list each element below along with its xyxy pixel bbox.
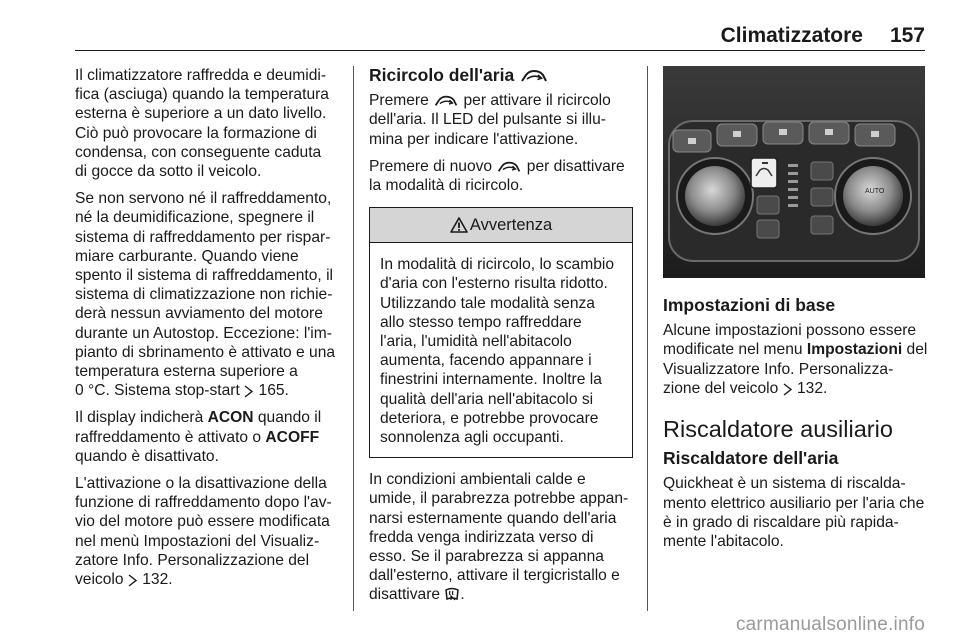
watermark: carmanualsonline.info <box>735 614 925 635</box>
recirculation-icon <box>519 68 549 84</box>
paragraph-ac-off: Se non servono né il raffreddamento, né la deumidificazione, spegnere il sistema di raffreddamento per rispar- miare carburante. Quando viene spento il sistema di raffreddamento, il sistema di climatizzazione non richie- derà nessun avviamento del motore durante un Autostop. Eccezione: l'im- pianto di sbrinamento è attivato e una temperatura esterna superiore a 0 °C. Sistema stop-start 165. <box>75 190 336 400</box>
section-heading-basic-settings: Impostazioni di base <box>663 295 836 315</box>
paragraph-settings: L'attivazione o la disattivazione della funzione di raffreddamento dopo l'av- vio del motore può essere modificata nel menù Impostazioni del Visualiz- zatore Info. Personalizzazione del veicolo 132. <box>75 475 332 589</box>
page-header <box>75 20 925 51</box>
recirculation-icon <box>433 94 459 108</box>
acoff-label: ACOFF <box>265 428 320 446</box>
column-divider <box>353 66 354 611</box>
paragraph-quickheat: Quickheat è un sistema di riscalda- mento elettrico ausiliario per l'aria che è in grado di riscaldare più rapida- mente l'abitacolo. <box>663 475 925 551</box>
warning-box <box>369 207 633 458</box>
paragraph-windscreen: In condizioni ambientali calde e umide, il parabrezza potrebbe appan- narsi esternamente quando dell'aria fredda venga indirizzata verso di esso. Se il parabrezza si appanna dall'esterno, attivare il tergicristallo e disattivare . <box>369 471 629 604</box>
subsection-heading-air-heater: Riscaldatore dell'aria <box>663 448 839 469</box>
link-page-132[interactable]: 132. <box>142 571 173 589</box>
paragraph-recirc-on: Premere per attivare il ricircolo dell'aria. Il LED del pulsante si illu- mina per indicare l'attivazione. <box>369 92 611 148</box>
warning-triangle-icon <box>450 217 468 233</box>
paragraph-display: Il display indicherà ACON quando il raffreddamento è attivato o ACOFF quando è disattivato. <box>75 409 322 465</box>
paragraph-basic-settings: Alcune impostazioni possono essere modificate nel menu Impostazioni del Visualizzatore Info. Personalizza- zione del veicolo 132. <box>663 322 928 397</box>
page-number: 157 <box>889 24 925 47</box>
section-heading-auxiliary-heater: Riscaldatore ausiliario <box>663 416 893 443</box>
column-left <box>75 66 340 597</box>
link-page-132[interactable]: 132. <box>796 379 828 397</box>
paragraph-ac-intro: Il climatizzatore raffredda e deumidi- fica (asciuga) quando la temperatura esterna è superiore a un dato livello. Ciò può provocare la formazione di condensa, con conseguente caduta di gocce da sotto il veicolo. <box>75 67 329 181</box>
column-middle <box>369 66 633 613</box>
page-reference-icon <box>128 574 138 587</box>
recirculation-icon <box>496 160 522 174</box>
warning-body: In modalità di ricircolo, lo scambio d'aria con l'esterno risulta ridotto. Utilizzando tale modalità senza allo stesso tempo raffreddare l'aria, l'umidità nell'abitacolo aumenta, facendo appannare i finestrini internamente. Inoltre la qualità dell'aria nell'abitacolo si deteriora, e potrebbe provocare sonnolenza agli occupanti. <box>380 256 614 447</box>
warning-title: Avvertenza <box>469 215 553 234</box>
acon-label: ACON <box>207 409 254 427</box>
windscreen-defrost-icon <box>444 586 460 602</box>
settings-menu-label: Impostazioni <box>806 341 903 359</box>
page-reference-icon <box>244 385 254 398</box>
page-reference-icon <box>783 383 793 396</box>
section-heading-recirculation: Ricircolo dell'aria <box>369 66 633 85</box>
paragraph-recirc-off: Premere di nuovo per disattivare la modalità di ricircolo. <box>369 157 625 195</box>
chapter-title: Climatizzatore <box>720 24 863 47</box>
auto-label: AUTO <box>865 188 885 195</box>
column-divider <box>647 66 648 611</box>
warning-header <box>370 208 632 243</box>
link-page-165[interactable]: 165. <box>258 382 289 400</box>
column-right <box>663 66 928 559</box>
climate-panel-photo <box>663 66 925 278</box>
